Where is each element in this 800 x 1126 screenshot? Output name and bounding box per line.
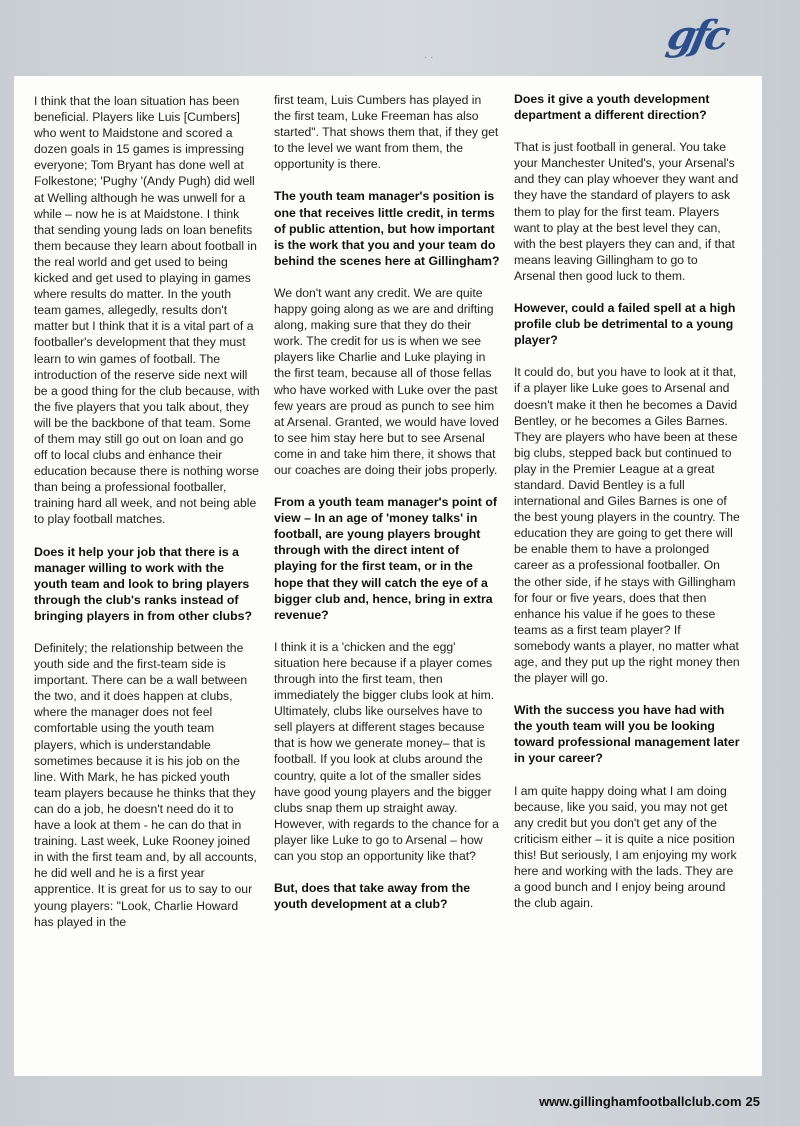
answer-paragraph: That is just football in general. You take your Manchester United's, your Arsenal's and they can play whoever they want and they have the standard of players to ask them to play for the first team. Players want to play at the best level they can, with the best players they can and, if that means leaving Gillingham to go to Arsenal then good luck to them. — [514, 140, 739, 283]
page-number: 25 — [745, 1094, 760, 1109]
column-1 — [34, 93, 260, 946]
answer-paragraph: first team, Luis Cumbers has played in the first team, Luke Freeman has also started". That shows them that, if they get to the level we want from them, the opportunity is there. — [274, 93, 499, 172]
interview-question: Does it help your job that there is a manager willing to work with the youth team and look to bring players through the club's ranks instead of bringing players in from other clubs? — [34, 544, 252, 623]
answer-paragraph: I am quite happy doing what I am doing because, like you said, you may not get any credit but you don't get any of the criticism either – it is quite a nice position this! But seriously, I am enjoying my work here and working with the lads. They are a good bunch and I enjoy being around the club again. — [514, 783, 737, 911]
article-body — [14, 76, 762, 1076]
page-footer — [539, 1094, 760, 1109]
scan-specks: · · — [424, 52, 434, 63]
interview-question: But, does that take away from the youth development at a club? — [274, 881, 471, 912]
column-3 — [514, 91, 740, 927]
answer-paragraph: I think it is a 'chicken and the egg' situation here because if a player comes through into the first team, then immediately the bigger clubs look at him. Ultimately, clubs like ourselves have to sell players at different stages because that is how we generate money– that is football. If you look at clubs around the country, quite a lot of the smaller sides have good young players and the bigger clubs snap them up straight away. However, with regards to the chance for a player like Luke to go to Arsenal – how can you stop an opportunity like that? — [274, 639, 499, 864]
answer-paragraph: Definitely; the relationship between the youth side and the first-team side is important. There can be a wall between the two, and it does happen at clubs, where the manager does not feel comfortable using the youth team players, which is understandable sometimes because it is his job on the line. With Mark, he has picked youth team players because he thinks that they can do a job, he doesn't need do it to have a look at them - he can do that in training. Last week, Luke Rooney joined in with the first team and, by all accounts, he did well and he is a first year apprentice. It is great for us to say to our young players: "Look, Charlie Howard has played in the — [34, 641, 257, 929]
answer-paragraph: I think that the loan situation has been beneficial. Players like Luis [Cumbers] who went to Maidstone and scored a dozen goals in 15 games is impressing everyone; Tom Bryant has done well at Folkestone; 'Pughy '(Andy Pugh) did well at Welling although he was unwell for a while – now he is at Maidstone. I think that sending young lads on loan benefits them because they learn about football in the real world and get used to being kicked and get used to playing in games where results do matter. In the youth team games, allegedly, results don't matter but I think that it is a vital part of a footballer's development that they must learn to win games of football. The introduction of the reserve side next will be a good thing for the club because, with the five players that you talk about, they will be the backbone of that team. Some of them may still go out on loan and go off to local clubs and enhance their education because there is nothing worse than being a professional footballer, training hard all week, and not being able to play football matches. — [34, 94, 260, 527]
club-website-url: www.gillinghamfootballclub.com — [539, 1094, 742, 1109]
interview-question: With the success you have had with the youth team will you be looking toward professional management later in your career? — [514, 703, 740, 766]
interview-question: From a youth team manager's point of view – In an age of 'money talks' in football, are young players brought through with the direct intent of playing for the first team, or in the hope that they will catch the eye of a bigger club and, hence, bring in extra revenue? — [274, 495, 497, 622]
answer-paragraph: We don't want any credit. We are quite happy going along as we are and drifting along, making sure that they do their work. The credit for us is when we see players like Charlie and Luke playing in the first team, because all of those fellas who have worked with Luke over the past few years are proud as punch to see him at Arsenal. Granted, we would have loved to see him stay here but to see Arsenal come in and take him there, it shows that our coaches are doing their jobs properly. — [274, 285, 499, 477]
answer-paragraph: It could do, but you have to look at it that, if a player like Luke goes to Arsenal and doesn't make it then he becomes a David Bentley, or he becomes a Giles Barnes. They are players who have been at these big clubs, stepped back but continued to play in the Premier League at a great standard. David Bentley is a full international and Giles Barnes is one of the best young players in the country. The education they are going to get there will be enable them to have a prolonged career as a professional footballer. On the other side, if he stays with Gillingham for four or five years, does that then enhance his value if he goes to these teams as a first team player? If somebody wants a player, no matter what age, and they put up the right money then the player will go. — [514, 365, 740, 686]
gfc-logo: gfc — [663, 12, 731, 59]
interview-question: However, could a failed spell at a high profile club be detrimental to a young player? — [514, 301, 736, 348]
column-2 — [274, 92, 500, 928]
interview-question: The youth team manager's position is one that receives little credit, in terms of public attention, but how important is the work that you and your team do behind the scenes here at Gillingham? — [274, 189, 500, 268]
interview-question: Does it give a youth development department a different direction? — [514, 92, 710, 123]
